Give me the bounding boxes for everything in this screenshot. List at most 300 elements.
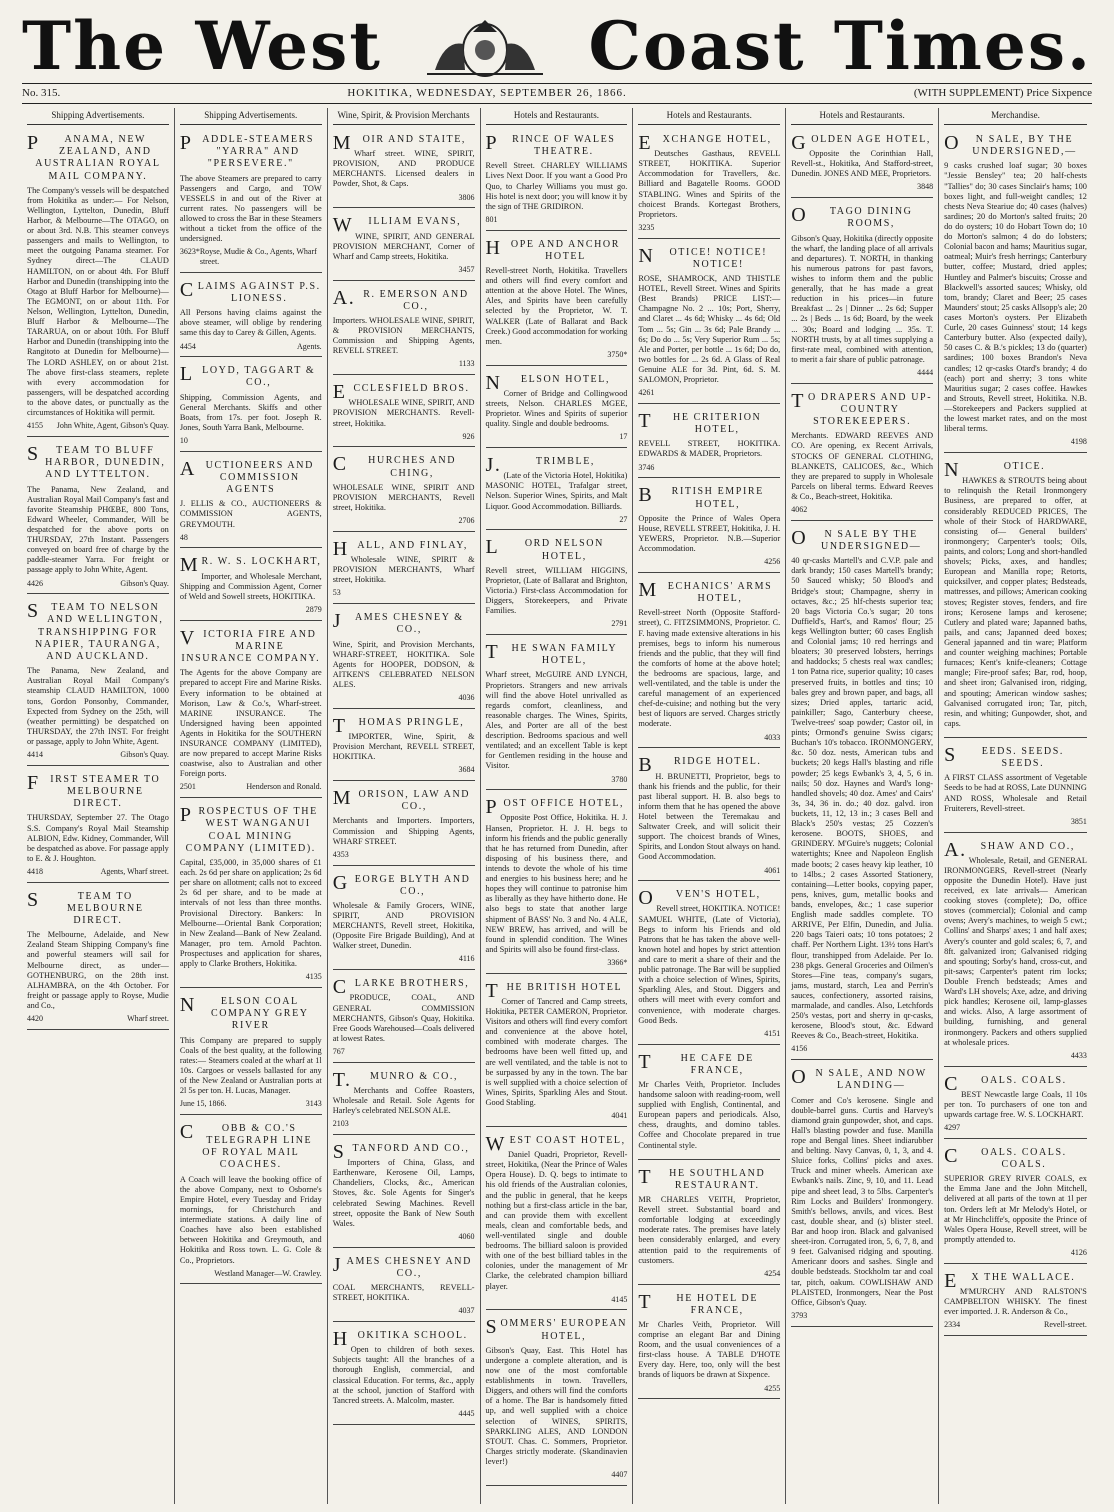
- ad-title: ON SALE BY THE UNDERSIGNED—: [791, 526, 922, 553]
- column-heading: Merchandise.: [944, 108, 1087, 125]
- ad-body: Merchants and Importers. Importers, Commission and Shipping Agents, WHARF STREET.: [332, 816, 475, 846]
- advertisement: [944, 836, 1087, 1067]
- ad-signature: 4433: [1070, 1050, 1087, 1060]
- ad-body: 40 qr-casks Martell's and C.V.P. pale and dark brandy; 150 cases Martell's brandy; 50 Sauced whisky; 50 Blood's and Bridge's stout; Champagne, sherry in octaves, &c.; 25 hlf-chests superior tea; 20 bags Victoria Co.'s sugar; 20 tons Duffield's, Hart's, and Ramos' flour; 25 kegs Wellington butter; 60 cases English and Colonial jams; 10 red herrings and bloaters; 30 preserved lobsters, herrings and haddocks; 5 chests real wax candles; 1 ton Patna rice, superior quality; 10 cases preserved fruits, in bottles and tins; 10 bales grey and brown paper, and bags, all sizes; Dried apples, tartaric acid, painkiller; Sago, Canterbury cheese, Twelve-trees' soap powder; Castor oil, in pints; Ormond's genuine Swiss cigars; Buchan's 10's tobacco. IRONMONGERY, &c. 50 doz. nests, American tubs and buckets; 20 kegs Hall's blasting and rifle powder; 25 kegs Ewbank's 3, 4, 5, 6 in. nails; 50 doz. Haynes and Ward's long-handled shovels; 40 doz. Ames' and Cairs' 3s, 34, 36 in. do.; 40 doz. galvd. iron buckets, 11, 12, 13 in.; 3 cases Bell and Black's 250's vestas; 25 Cozzen's kerosene. BOOTS, SHOES, and GRINDERY. M'Guire's nuggets; Colonial watertights; Knee and Napoleon English made boots; 2 cases heavy kip leather, 10 to 14lbs.; 2 cases Assorted Stationery, containing—Letter books, copying paper, pens, knives, gum, metallic books and bands, envelopes, &c.; 1 case superior English made saddles complete. TO ARRIVE, Per Elfin, Dunedin, and Julia. 220 bags Taieri oats; 10 tons potatoes; 2 chaff. Per Northern Light. 13½ tons Hart's flour, transhipped from Adelaide. Per Io. 238 pkgs. General Groceries and Oilmen's Stores—Fine teas, company's sugars, jams, mustard, starch, Lea and Perrin's sauces, confectionery, assorted raisins, marmalade, and candles. Also, Letchfords 250's vestas, port and sherry in qr-casks, kerosene, Blood's stout, &c. Edward Reeves & Co., Beach-street, Hokitika.: [791, 556, 934, 1041]
- ad-footer: [638, 866, 780, 876]
- advertisement: [333, 211, 475, 280]
- ad-title: CLARKE BROTHERS,: [332, 976, 470, 999]
- ad-body: M'MURCHY AND RALSTON'S CAMPBELTON WHISKY. The finest ever imported. J. R. Anderson & Co.,: [944, 1286, 1087, 1317]
- ad-title: THE BRITISH HOTEL: [485, 979, 623, 1002]
- ad-title: PADDLE-STEAMERS "YARRA" AND "PERSEVERE.": [179, 131, 315, 170]
- advertisement: [791, 201, 933, 384]
- ad-body: Revell Street. CHARLEY WILLIAMS Lives Next Door. If you want a Good Pro Quo, to Charley Williams you must go. His hotel is next door; you will know it by the sign of THE GRIDIRON.: [485, 161, 628, 211]
- ad-reference-number: 4353: [332, 849, 349, 859]
- advertisement: [333, 1138, 475, 1248]
- ad-signature: 4033: [764, 732, 781, 742]
- advertisement: [333, 450, 475, 531]
- ad-footer: [180, 247, 322, 267]
- ad-title: OVEN'S HOTEL,: [638, 887, 761, 910]
- ad-footer: [944, 1123, 1087, 1133]
- advertisement: [638, 751, 780, 881]
- issue-number: No. 315.: [22, 87, 61, 99]
- advertisement: [791, 1063, 933, 1326]
- ad-signature: Westland Manager—W. Crawley.: [214, 1268, 322, 1278]
- ad-title: THE HOTEL DE FRANCE,: [638, 1290, 759, 1316]
- ad-title: BRITISH EMPIRE HOTEL,: [638, 484, 764, 510]
- ad-title: COBB & CO.'S TELEGRAPH LINE OF ROYAL MAIL COACHES.: [179, 1120, 313, 1171]
- ad-body: Shipping, Commission Agents, and General Merchants. Skiffs and other Boats, from 17s. per foot. Joseph R. Jones, South Yarra Bank, Melbourne.: [179, 392, 322, 432]
- ad-footer: [333, 1409, 475, 1419]
- advertisement: [333, 784, 475, 865]
- advertisement: [638, 1163, 780, 1285]
- column-heading: Shipping Advertisements.: [27, 108, 169, 125]
- ad-body: A FIRST CLASS assortment of Vegetable Seeds to be had at ROSS, Late DUNNING AND ROSS, Wholesale and Retail Fruiterers, Revell-street.: [944, 773, 1087, 813]
- advertisement: [944, 1142, 1087, 1264]
- ad-reference-number: 4062: [791, 505, 808, 515]
- ad-title: STEAM TO NELSON AND WELLINGTON, TRANSHIPPING FOR NAPIER, TAURANGA, AND AUCKLAND.: [27, 600, 164, 663]
- ad-footer: [333, 432, 475, 442]
- ad-signature: 4198: [1070, 437, 1087, 447]
- advertisement: [486, 1313, 628, 1485]
- advertisement: [333, 129, 475, 208]
- advertisement: [27, 769, 169, 883]
- ad-body: WHOLESALE WINE, SPIRIT, AND PROVISION MERCHANTS. Revell-street, Hokitika.: [332, 398, 475, 428]
- ad-signature: 17: [619, 432, 628, 442]
- ad-footer: [333, 1119, 475, 1129]
- ad-footer: [486, 958, 628, 968]
- place-date: HOKITIKA, WEDNESDAY, SEPTEMBER 26, 1866.: [347, 87, 627, 99]
- ad-signature: 1133: [458, 359, 475, 369]
- ad-body: Wharf street. WINE, SPIRIT, PROVISION, AND PRODUCE MERCHANTS. Licensed dealers in Powder, Shot, & Caps.: [332, 149, 475, 189]
- ad-title: HOPE AND ANCHOR HOTEL: [485, 236, 621, 262]
- ad-signature: 4041: [611, 1111, 628, 1121]
- ad-body: Comer and Co's kerosene. Single and double-barrel guns. Curtis and Harvey's diamond grain gunpowder, shot, and caps. Hall's blasting powder and fuse. Manilla rope and Bengal lines. Sheet indiarubber and belting. Navy Canvas, 0, 1, 3, and 4. Sluice forks, Collins' picks and axes. Truck and miner wheels. American axe Ewbank's nails. Zinc, 9, 10, and 11. Lead pipe and sheet lead, 3 to 5lbs. Carpenter's Rim Locks and Builders' Ironmongery. Smith's bellows, anvils, and vices. Best cast, double shear, and (s) blister steel. Bar and hoop iron. Black and galvanised sheet-iron. Corrugated iron, 5, 6, 7, 8, and 9 feet. Galvanised ridging and spouting. Americanr doors and sashes. Single and double bedsteads. Stockholm tar and coal tar, pitch, oakum. COWLISHAW AND PLAISTED, Ironmongers, Near the Post Office, Gibson's Quay.: [791, 1095, 934, 1307]
- ad-title: NOTICE.: [944, 459, 1046, 482]
- ad-signature: 2791: [611, 619, 628, 629]
- ad-footer: [486, 619, 628, 629]
- advertisement: [333, 712, 475, 781]
- ad-body: Opposite the Corinthian Hall, Revell-st., Hokitika, And Stafford-street, Dunedin. JONES AND MEE, Proprietors.: [791, 149, 934, 179]
- ad-body: Revell street, HOKITIKA. NOTICE! SAMUEL WHITE, (Late of Victoria), Begs to inform his Friends and old Patrons that he has taken the above well-known hotel and hopes by strict attention and care to merit a share of their and the public patronage. The Bar will be supplied with a choice selection of Wines, Spirits, Sparkling Ales, and Stout. Diggers and others will meet with every comfort and convenience, with moderate charges. Good Beds.: [638, 904, 781, 1025]
- ad-footer: [486, 1111, 628, 1121]
- column-7: [939, 108, 1092, 1504]
- ad-title: PRINCE OF WALES THEATRE.: [485, 131, 616, 158]
- ad-title: A.SHAW AND CO.,: [944, 838, 1075, 861]
- ad-reference-number: 3793: [791, 1310, 808, 1320]
- ad-footer: [333, 588, 475, 598]
- masthead-word-4: Times.: [833, 7, 1092, 85]
- ad-body: Wholesale & Family Grocers, WINE, SPIRIT, AND PROVISION MERCHANTS, Revell street, Hokitika, (Opposite Fire Brigade Building), And at Walker street, Dunedin.: [332, 900, 475, 951]
- advertisement: [638, 884, 780, 1044]
- ad-signature: 3806: [458, 192, 475, 202]
- ad-footer: [27, 750, 169, 760]
- ad-title: THE CAFE DE FRANCE,: [638, 1050, 754, 1076]
- ad-signature: Agents, Wharf street.: [100, 866, 169, 876]
- ad-reference-number: 801: [485, 214, 498, 224]
- ad-body: Daniel Quadri, Proprietor, Revell-street, Hokitika, (Near the Prince of Wales Opera House). D. Q. begs to intimate to his old friends of the Australian colonies, and the public in general, that he keeps nothing but a first-class article in the bar, and can provide them with excellent meals, clean and comfortable beds, and well-ventilated single and double bedrooms. The billiard saloon is provided with one of the best billiard tables in the colonies, under the management of Mr Clarke, the celebrated champion billiard player.: [485, 1150, 628, 1291]
- ad-reference-number: 3235: [638, 222, 655, 232]
- ad-signature: 4445: [458, 1408, 475, 1418]
- ad-body: The Agents for the above Company are prepared to accept Fire and Marine Risks. Every information to be obtained at Morison, Law & Co.'s, Wharf-street. MARINE INSURANCE. The Undersigned having been appointed Agents in Hokitika for the SOUTHERN INSURANCE COMPANY (LIMITED), are now prepared to accept Marine Risks coastwise, also to Australian and other Foreign ports.: [179, 668, 322, 779]
- ad-footer: [333, 1047, 475, 1057]
- advertisement: [333, 1066, 475, 1135]
- ad-signature: Gibson's Quay.: [120, 750, 169, 760]
- ad-footer: [333, 765, 475, 775]
- advertisement: [180, 129, 322, 273]
- ad-title: MOIR AND STAITE,: [332, 131, 467, 154]
- ad-body: Deutsches Gasthaus, REVELL STREET, HOKITIKA. Superior Accommodation for Travellers, &c. Billiard and Bagatelle Rooms. GOOD STABLING. Wines and Spirits of the choicest Brands. Kortegast Brothers, Proprietors.: [638, 149, 781, 219]
- ad-title: THE SWAN FAMILY HOTEL,: [485, 641, 618, 667]
- advertisement: [486, 369, 628, 448]
- ad-footer: [486, 215, 628, 225]
- ad-body: Corner of Bridge and Collingwood streets, Nelson. CHARLES MGEE, Proprietor. Wines and Spirits of superior quality. Single and double bedrooms.: [485, 388, 628, 429]
- ad-title: VICTORIA FIRE AND MARINE INSURANCE COMPANY.: [179, 626, 321, 665]
- ad-title: STEAM TO BLUFF HARBOR, DUNEDIN, AND LYTTELTON.: [27, 442, 166, 481]
- ad-footer: [333, 693, 475, 703]
- ad-title: ON SALE, BY THE UNDERSIGNED,—: [944, 131, 1077, 158]
- ad-title: STANFORD AND CO.,: [332, 1140, 470, 1163]
- ad-title: EX THE WALLACE.: [944, 1269, 1076, 1292]
- ad-body: MR CHARLES VEITH, Proprietor, Revell street. Substantial board and comfortable lodging at exceedingly moderate rates. The premises have lately been considerably enlarged, and every attention paid to the requirements of customers.: [638, 1195, 781, 1265]
- advertisement: [791, 524, 933, 1060]
- ad-footer: [27, 867, 169, 877]
- ad-title: MECHANICS' ARMS HOTEL,: [638, 578, 773, 605]
- ad-body: Wine, Spirit, and Provision Merchants, WHARF-STREET, HOKITIKA. Sole Agents for HOOPER, DODSON, & AITKEN'S CELEBRATED NELSON ALES.: [332, 639, 475, 689]
- ad-title: JAMES CHESNEY AND CO.,: [332, 1253, 472, 1279]
- ad-body: (Late of the Victoria Hotel, Hokitika) MASONIC HOTEL, Trafalgar street, Nelson. Superior Wines, Spirits, and Malt Liquor. Good Accommodation. Billiards.: [485, 471, 628, 511]
- ad-title: MR. W. S. LOCKHART,: [179, 554, 322, 577]
- ad-footer: [180, 605, 322, 615]
- column-heading: Hotels and Restaurants.: [791, 108, 933, 125]
- advertisement: [638, 481, 780, 573]
- ad-footer: [638, 388, 780, 398]
- ad-title: LORD NELSON HOTEL,: [485, 536, 604, 562]
- advertisement: [486, 533, 628, 635]
- advertisement: [944, 129, 1087, 453]
- ad-reference-number: 4454: [179, 341, 196, 351]
- ad-title: AUCTIONEERS AND COMMISSION AGENTS: [179, 457, 314, 496]
- ad-title: TO DRAPERS AND UP-COUNTRY STOREKEEPERS.: [791, 389, 933, 428]
- ad-footer: [638, 1029, 780, 1039]
- ad-footer: [791, 505, 933, 515]
- ad-title: SEEDS. SEEDS. SEEDS.: [944, 743, 1064, 770]
- ad-footer: [333, 359, 475, 369]
- advertisement: [791, 387, 933, 521]
- ad-title: ON SALE, AND NOW LANDING—: [791, 1066, 927, 1092]
- ad-title: CLAIMS AGAINST P.S. LIONESS.: [179, 278, 321, 304]
- advertisement: [638, 242, 780, 404]
- ad-body: Gibson's Quay, East. This Hotel has undergone a complete alteration, and is now one of the most comfortable establishments in town. Travellers, Diggers, and others will find the comforts of a home. The Bar is handsomely fitted up, and well supplied with a choice selection of WINES, SPIRITS, SPARKLING ALES, AND LONDON STOUT. Chas. C. Sommers, Proprietor. Charges strictly moderate. (Skandinavien lever!): [485, 1345, 628, 1466]
- advertisement: [180, 551, 322, 620]
- ad-title: GEORGE BLYTH AND CO.,: [332, 871, 471, 897]
- ad-footer: [180, 342, 322, 352]
- ad-footer: [486, 1295, 628, 1305]
- ad-title: NELSON HOTEL,: [485, 371, 611, 394]
- ad-footer: [944, 1320, 1087, 1330]
- column-heading: Hotels and Restaurants.: [638, 108, 780, 125]
- ad-reference-number: 53: [332, 588, 341, 598]
- ad-body: Mr Charles Veith, Proprietor. Will comprise an elegant Bar and Dining Room, and the usual conveniences of a first-class house. A TABLE D'HOTE Every day. Here, too, only will the best brands of liquors be drawn at Sixpence.: [638, 1319, 781, 1380]
- advertisement: [180, 276, 322, 357]
- ad-title: OTAGO DINING ROOMS,: [791, 204, 913, 230]
- ad-reference-number: 10: [179, 436, 188, 446]
- ad-title: PANAMA, NEW ZEALAND, AND AUSTRALIAN ROYAL MAIL COMPANY.: [27, 131, 161, 182]
- ad-signature: Revell-street.: [1044, 1320, 1087, 1330]
- advertisement: [944, 1267, 1087, 1336]
- ad-signature: 4126: [1070, 1247, 1087, 1257]
- ad-footer: [791, 1044, 933, 1054]
- ad-footer: [333, 516, 475, 526]
- masthead-word-1: The: [22, 7, 168, 85]
- advertisement: [486, 451, 628, 530]
- ad-footer: [27, 579, 169, 589]
- ad-title: EXCHANGE HOTEL,: [638, 131, 772, 154]
- column-2: [175, 108, 328, 1504]
- ad-body: Mr Charles Veith, Proprietor. Includes handsome saloon with reading-room, well supplied with English, Continental, and European papers and periodicals. Also, chess, draughts, and domino tables. Coffee and Chocolate prepared in true Continental style.: [638, 1079, 781, 1150]
- advertisement: [638, 1048, 780, 1160]
- ad-body: REVELL STREET, HOKITIKA. EDWARDS & MADER, Proprietors.: [638, 439, 781, 459]
- ad-reference-number: 4156: [791, 1044, 808, 1054]
- ad-reference-number: 2501: [179, 782, 196, 792]
- ad-footer: [180, 972, 322, 982]
- ad-signature: 4444: [917, 368, 934, 378]
- ad-reference-number: 48: [179, 532, 188, 542]
- ad-signature: 4256: [764, 557, 781, 567]
- ad-signature: 4116: [458, 954, 475, 964]
- ad-title: STEAM TO MELBOURNE DIRECT.: [27, 888, 144, 927]
- ad-reference-number: 4261: [638, 388, 655, 398]
- ad-signature: 3851: [1070, 816, 1087, 826]
- column-heading: Shipping Advertisements.: [180, 108, 322, 125]
- ad-title: POST OFFICE HOTEL,: [485, 796, 625, 819]
- ad-signature: 3143: [305, 1099, 322, 1109]
- ad-signature: 2706: [458, 516, 475, 526]
- ad-title: COALS. COALS. COALS.: [944, 1144, 1067, 1170]
- advertisement: [638, 576, 780, 748]
- ad-body: WINE, SPIRIT, AND GENERAL PROVISION MERCHANT, Corner of Wharf and Camp streets, Hokitika.: [332, 231, 475, 261]
- ad-reference-number: 4297: [944, 1123, 961, 1133]
- ad-body: COAL MERCHANTS, REVELL-STREET, HOKITIKA.: [332, 1283, 475, 1303]
- ad-body: All Persons having claims against the above steamer, will oblige by rendering same this day to Carey & Gillen, Agents.: [179, 308, 322, 338]
- ad-title: PROSPECTUS OF THE WEST WANGANUI COAL MINING COMPANY (LIMITED).: [179, 804, 318, 854]
- ad-title: SOMMERS' EUROPEAN HOTEL,: [485, 1316, 628, 1342]
- column-heading: Wine, Spirit, & Provision Merchants: [333, 108, 475, 125]
- advertisement: [180, 801, 322, 988]
- ad-reference-number: 767: [332, 1046, 345, 1056]
- ad-body: This Company are prepared to supply Coals of the best quality, at the following rates:— Steamers coaled at the wharf at 1l 10s. Cargoes or vessels ballasted for any of the New Zealand or Australian ports at 2l 5s per ton. H. Lucas, Manager.: [179, 1035, 322, 1096]
- ad-signature: 4151: [764, 1028, 781, 1038]
- ad-footer: [944, 1248, 1087, 1258]
- advertisement: [333, 973, 475, 1062]
- column-4: [481, 108, 634, 1504]
- advertisement: [944, 456, 1087, 738]
- ad-title: THOMAS PRINGLE,: [332, 714, 465, 737]
- advertisement: [944, 741, 1087, 833]
- ad-signature: Royse, Mudie & Co., Agents, Wharf street.: [199, 247, 317, 267]
- column-heading: Hotels and Restaurants.: [486, 108, 628, 125]
- ad-signature: 926: [462, 431, 475, 441]
- ad-body: Corner of Tancred and Camp streets, Hokitika, PETER CAMERON, Proprietor. Visitors and others will find every comfort and convenience at the above hotel, combined with moderate charges. The bedrooms have been well fitted up, and are well ventilated, and the table is not to be surpassed by any in the town. The bar is well supplied with a choice selection of Wines, Spirits, Sparkling Ales and Stout. Good Stabling.: [485, 996, 628, 1108]
- ad-footer: [333, 850, 475, 860]
- dateline-rule: [22, 103, 1092, 104]
- ad-footer: [333, 954, 475, 964]
- ad-title: JAMES CHESNEY & CO.,: [332, 610, 464, 636]
- masthead: [22, 8, 1092, 84]
- ad-footer: [944, 437, 1087, 447]
- ad-footer: [180, 533, 322, 543]
- ad-title: T.MUNRO & CO.,: [332, 1068, 459, 1091]
- ad-body: The Melbourne, Adelaide, and New Zealand Steam Shipping Company's fine and powerful steamers will sail for Melbourne direct, as under— GOTHENBURG, on the 28th inst. ALHAMBRA, on the 4th October. For freight or passage apply to Royse, Mudie and Co.,: [27, 930, 169, 1011]
- advertisement: [638, 1288, 780, 1400]
- ad-reference-number: 4418: [27, 866, 43, 876]
- ad-reference-number: 3746: [638, 462, 655, 472]
- advertisement: [27, 597, 169, 766]
- ad-footer: [638, 463, 780, 473]
- ad-title: FIRST STEAMER TO MELBOURNE DIRECT.: [27, 771, 161, 810]
- ad-reference-number: 3623*: [179, 247, 200, 257]
- masthead-word-2: West: [195, 7, 382, 85]
- ad-reference-number: June 15, 1866.: [179, 1099, 227, 1109]
- ad-body: J. ELLIS & CO., AUCTIONEERS & COMMISSION AGENTS, GREYMOUTH.: [179, 499, 322, 529]
- newspaper-columns: [22, 108, 1092, 1504]
- ad-body: Opposite the Prince of Wales Opera House, REVELL STREET, Hokitika, J. H. YEWERS, Proprietor. N.B.—Superior Accommodation.: [638, 513, 781, 554]
- advertisement: [333, 1325, 475, 1425]
- ad-footer: [27, 1014, 169, 1024]
- ad-footer: [486, 515, 628, 525]
- ad-signature: 3780: [611, 774, 628, 784]
- ad-footer: [180, 1269, 322, 1279]
- ad-body: Wholesale WINE, SPIRIT & PROVISION MERCHANTS, Wharf street, Hokitika.: [332, 555, 475, 585]
- ad-footer: [333, 193, 475, 203]
- dateline: [22, 84, 1092, 102]
- column-6: [786, 108, 939, 1504]
- advertisement: [638, 407, 780, 478]
- ad-body: BEST Newcastle large Coals, 1l 10s per ton. To purchasers of one ton and upwards cartage free. W. S. LOCKHART.: [944, 1089, 1087, 1119]
- ad-body: Wharf street, McGUIRE AND LYNCH, Proprietors. Strangers and new arrivals will find the above Hotel unrivalled as regards comfort, cleanliness, and reasonable charges. The Wines, Spirits, Ales, and Porter are all of the best description. Bedrooms spacious and well ventilated; and an excellent Table is kept for Gentlemen residing in the house and Visitor.: [485, 670, 628, 771]
- advertisement: [180, 624, 322, 799]
- ad-signature: 27: [619, 514, 628, 524]
- ad-body: The Panama, New Zealand, and Australian Royal Mail Company's fast and favorite Steamship PHŒBE, 800 Tons, Edward Wheeler, Commander, Will be despatched for the above ports on THURSDAY, 27th Instant. Passengers conveyed on board free of charge by the paddle-steamer Yarra. For freight or passage apply to John White, Agent.: [27, 484, 169, 575]
- royal-crest-icon: [410, 8, 560, 84]
- ad-body: Revell-street North (Opposite Stafford-street), C. FITZSIMMONS, Proprietor. C. F. having made extensive alterations in his premises, begs to inform his numerous friends and the public, that they will find the comforts of home at the above hotel; the bedrooms are spacious, large, and well-ventilated, and the table is under the careful management of an experienced chef-de-cuisine; and nothing but the very best of liquors are served. Charges strictly moderate.: [638, 608, 781, 729]
- ad-body: THURSDAY, September 27. The Otago S.S. Company's Royal Mail Steamship ALBION, Edw. Kidney, Commander, Will be despatched as above. For passage apply to E. & J. Houghton.: [27, 813, 169, 863]
- ad-body: Importers of China, Glass, and Earthenware, Kerosene Oil, Lamps, Chandeliers, Clocks, &c., American Stoves, &c. Sole Agents for Singer's celebrated Sewing Machines. Revell street, opposite the Bank of New South Wales.: [332, 1158, 475, 1228]
- advertisement: [180, 991, 322, 1115]
- ad-reference-number: 4414: [27, 750, 43, 760]
- ad-footer: [486, 1470, 628, 1480]
- advertisement: [486, 234, 628, 366]
- ad-footer: [638, 733, 780, 743]
- advertisement: [791, 129, 933, 198]
- advertisement: [486, 977, 628, 1127]
- ad-signature: 3750*: [607, 349, 628, 359]
- ad-signature: 4037: [458, 1306, 475, 1316]
- advertisement: [180, 1118, 322, 1284]
- ad-reference-number: 2334: [944, 1320, 961, 1330]
- ad-title: HALL, AND FINLAY,: [332, 537, 468, 560]
- ad-signature: 4407: [611, 1470, 628, 1480]
- ad-signature: John White, Agent, Gibson's Quay.: [56, 421, 169, 431]
- ad-footer: [944, 817, 1087, 827]
- ad-footer: [486, 432, 628, 442]
- ad-body: WHOLESALE WINE, SPIRIT AND PROVISION MERCHANTS, Revell street, Hokitika.: [332, 482, 475, 513]
- ad-signature: Henderson and Ronald.: [246, 782, 322, 792]
- ad-body: Revell-street North, Hokitika. Travellers and others will find every comfort and attention at the above Hotel. The Wines, Ales, and Spirits have been carefully selected by the Proprietor, W. T. WALKER (Late of Ballarat and Back Creek.) Good accommodation for working men.: [485, 266, 628, 346]
- advertisement: [333, 378, 475, 447]
- masthead-word-3: Coast: [588, 7, 806, 85]
- ad-body: Merchants. EDWARD REEVES AND CO. Are opening, ex Recent Arrivals, STOCKS OF GENERAL CLOTHING, BLANKETS, CALICOES, &c., Which they are prepared to supply in Wholesale Parcels on liberal terms. Edward Reeves & Co., Beach-street, Hokitika.: [791, 431, 934, 501]
- ad-title: NELSON COAL COMPANY GREY RIVER: [179, 993, 309, 1032]
- ad-title: THE SOUTHLAND RESTAURANT.: [638, 1165, 766, 1191]
- ad-reference-number: 4426: [27, 578, 43, 588]
- ad-signature: 2879: [305, 604, 322, 614]
- ad-footer: [333, 265, 475, 275]
- ad-body: Capital, £35,000, in 35,000 shares of £1 each. 2s 6d per share on application; 2s 6d per share on allotment; calls not to exceed 2s 6d per share, and to be made at intervals of not less than three months. Provisional Directory. Bankers: In Melbourne—Oriental Bank Corporation; in New Zealand—Bank of New Zealand. Manager, pro tem. Arnold Pachton. Prospectuses and application for shares, apply to Clarke Brothers, Hokitika.: [179, 857, 322, 969]
- ad-footer: [180, 1099, 322, 1109]
- ad-footer: [333, 1306, 475, 1316]
- ad-title: COALS. COALS.: [944, 1072, 1067, 1095]
- ad-footer: [638, 557, 780, 567]
- ad-body: Open to children of both sexes. Subjects taught: All the branches of a thorough English, commercial, and classical Education. For terms, &c., apply at the school, junction of Stafford with Tancred streets. A. Malcolm, master.: [332, 1345, 475, 1405]
- ad-title: MORISON, LAW AND CO.,: [332, 787, 471, 813]
- ad-title: GOLDEN AGE HOTEL,: [791, 131, 932, 154]
- ad-title: WEST COAST HOTEL,: [485, 1132, 626, 1155]
- ad-title: HOKITIKA SCHOOL.: [332, 1328, 468, 1351]
- ad-signature: Wharf street.: [127, 1014, 169, 1024]
- advertisement: [180, 455, 322, 549]
- ad-footer: [791, 1311, 933, 1321]
- ad-body: Importer, and Wholesale Merchant, Shipping and Commission Agent, Corner of Weld and Sowell streets, HOKITIKA.: [179, 571, 322, 601]
- ad-body: The Company's vessels will be despatched from Hokitika as under:— For Nelson, Wellington, Lyttelton, Dunedin, Bluff Harbor, & Melbourne—The OTAGO, on or about 3rd. N.B. This steamer conveys passengers and mails to Wellington, to meet the outgoing Panama steamer. For Sydney direct—The CLAUD HAMILTON, on or about 4th. For Bluff Harbor and Dunedin (transhipping into the Otago at Bluff Harbor for Melbourne)—The EGMONT, on or about 11th. For Nelson, Wellington, Lyttelton, Dunedin, Bluff Harbor & Melbourne—The TARARUA, on or about 10th. For Bluff Harbor and Dunedin (transhipping into the Rangitoto at Dunedin for Melbourne)—The LORD ASHLEY, on or about 21st. The above first-class steamers, replete with every accommodation for passengers, will be despatched according to the above dates, or punctually as the circumstances of Hokitika will permit.: [27, 185, 169, 418]
- advertisement: [944, 1070, 1087, 1139]
- advertisement: [180, 360, 322, 452]
- advertisement: [333, 284, 475, 376]
- ad-signature: 3366*: [607, 958, 628, 967]
- ad-body: HAWKES & STROUTS being about to relinquish the Retail Ironmongery Business, are prepared to offer, at considerably REDUCED PRICES, The whole of their Stock of HARDWARE, consisting of— General builders' ironmongery; Carpenter's tools; Oils, paints, and colors; Long and short-handled shovels; Picks, axes, and handles; European and Manilla rope; Retorts, quicksilver, and copper plates; Bedsteads, mattresses, and pillows; American cooking stoves; Register stoves, fenders, and fire irons; Kerosene lamps and kerosene; Cutlery and plated ware; Japanned baths, pails, and cans; Japanned deed boxes; General japanned and tin ware; Platform and counter weighing machines; Portable furnaces; Kent's knife-cleaners; Cottage mangle; Fire-proof safes; Bar, rod, hoop, and sheet iron; Galvanised iron, ridging, and spouting; American window sashes; Galvanised corrugated iron; Tar, pitch, resin, and whiting; Gunpowder, shot, and caps.: [944, 476, 1087, 728]
- advertisement: [486, 793, 628, 973]
- advertisement: [486, 1130, 628, 1310]
- ad-signature: 3848: [917, 182, 934, 192]
- advertisement: [333, 607, 475, 709]
- ad-body: The above Steamers are prepared to carry Passengers and Cargo, and TOW VESSELS in and out of the River at current rates. No passengers will be allowed to cross the Bar in these Steamers without a ticket from the office of the undersigned.: [179, 173, 322, 244]
- ad-body: Gibson's Quay, Hokitika (directly opposite the wharf, the landing place of all arrivals and departures). T. NORTH, in thanking his numerous patrons for past favors, wishes to inform them and the public generally, that he has made a great reduction in his prices—in future Breakfast ... 2s | Dinner ... 2s 6d; Supper ... 2s | Beds ... 1s 6d; Board, by the week ... 30s; Board and lodging ... 35s. T. NORTH trusts, by at all times supplying a first-rate meal, combined with attention, to merit a fair share of public patronage.: [791, 233, 934, 364]
- ad-title: BRIDGE HOTEL.: [638, 754, 762, 777]
- ad-footer: [944, 1051, 1087, 1061]
- ad-signature: Agents.: [297, 341, 322, 351]
- ad-title: LLOYD, TAGGART & CO.,: [179, 363, 316, 389]
- ad-signature: 4061: [764, 865, 781, 875]
- ad-footer: [27, 421, 169, 431]
- advertisement: [486, 638, 628, 790]
- ad-body: A Coach will leave the booking office of the above Company, next to Osborne's Empire Hotel, every Tuesday and Friday mornings, for Christchurch and intermediate stations. A daily line of Coaches have also been established between Hokitika and Greymouth, and Hokitika and Ross town. L. G. Cole & Co., Proprietors.: [179, 1174, 322, 1265]
- ad-footer: [180, 436, 322, 446]
- ad-signature: 4135: [305, 972, 322, 982]
- ad-title: J.TRIMBLE,: [485, 454, 596, 477]
- ad-title: NOTICE! NOTICE! NOTICE!: [638, 244, 768, 270]
- ad-footer: [180, 782, 322, 792]
- ad-footer: [791, 182, 933, 192]
- ad-signature: 4145: [611, 1294, 628, 1304]
- advertisement: [486, 129, 628, 231]
- advertisement: [638, 129, 780, 239]
- advertisement: [333, 535, 475, 604]
- advertisement: [27, 886, 169, 1030]
- ad-body: SUPERIOR GREY RIVER COALS, ex the Emma Jane and the John Mitchell, delivered at all parts of the town at 1l per ton. Orders left at Mr Melody's Hotel, or at Mr Hinchcliffe's, opposite the Prince of Wales Opera House, Revell street, will be promptly attended to.: [944, 1174, 1087, 1244]
- ad-body: Revell street, WILLIAM HIGGINS, Proprietor, (Late of Ballarat and Brighton, Victoria.) First-class Accommodation for Diggers, Storekeepers, and Private Families.: [485, 565, 628, 616]
- ad-body: The Panama, New Zealand, and Australian Royal Mail Company's steamship CLAUD HAMILTON, 1000 tons, Gordon Ponsonby, Commander, Expected from Sydney on the 25th, will (weather permitting) be despatched on THURSDAY, the 27th INST. For freight or passage, apply to John White, Agent.: [27, 666, 169, 746]
- ad-footer: [791, 368, 933, 378]
- ad-footer: [486, 775, 628, 785]
